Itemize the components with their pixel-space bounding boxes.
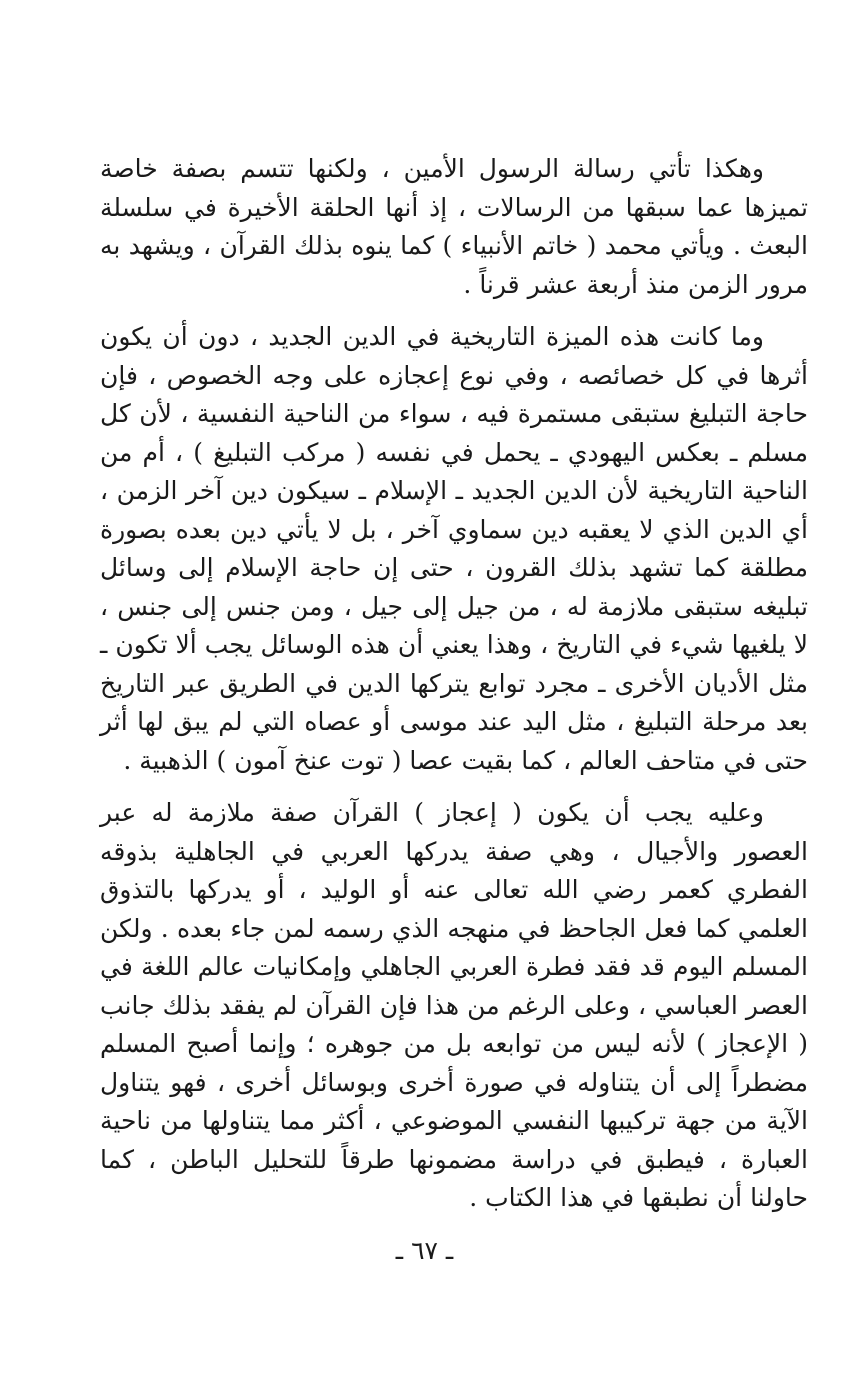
paragraph-3: وعليه يجب أن يكون ( إعجاز ) القرآن صفة ملازمة له عبر العصور والأجيال ، وهي صفة يدركها العربي في الجاهلية بذوقه الفطري كعمر رضي الله تعالى عنه أو الوليد ، أو يدركها بالتذوق العلمي كما فعل الجاحظ في منهجه الذي رسمه لمن جاء بعده . ولكن المسلم اليوم قد فقد فطرة العربي الجاهلي وإمكانيات عالم اللغة في العصر العباسي ، وعلى الرغم من هذا فإن القرآن لم يفقد بذلك جانب ( الإعجاز ) لأنه ليس من توابعه بل من جوهره ؛ وإنما أصبح المسلم مضطراً إلى أن يتناوله في صورة أخرى وبوسائل أخرى ، فهو يتناول الآية من جهة تركيبها النفسي الموضوعي ، أكثر مما يتناولها من ناحية العبارة ، فيطبق في دراسة مضمونها طرقاً للتحليل الباطن ، كما حاولنا أن نطبقها في هذا الكتاب . — [100, 798, 808, 1212]
page-number: ـ ٦٧ ـ — [395, 1236, 454, 1265]
paragraph-1: وهكذا تأتي رسالة الرسول الأمين ، ولكنها تتسم بصفة خاصة تميزها عما سبقها من الرسالات ، إذ أنها الحلقة الأخيرة في سلسلة البعث . ويأتي محمد ( خاتم الأنبياء ) كما ينوه بذلك القرآن ، ويشهد به مرور الزمن منذ أربعة عشر قرناً . — [100, 154, 808, 299]
book-page-body — [100, 150, 808, 1218]
paragraph-2: وما كانت هذه الميزة التاريخية في الدين الجديد ، دون أن يكون أثرها في كل خصائصه ، وفي نوع إعجازه على وجه الخصوص ، فإن حاجة التبليغ ستبقى مستمرة فيه ، سواء من الناحية النفسية ، لأن كل مسلم ـ بعكس اليهودي ـ يحمل في نفسه ( مركب التبليغ ) ، أم من الناحية التاريخية لأن الدين الجديد ـ الإسلام ـ سيكون دين آخر الزمن ، أي الدين الذي لا يعقبه دين سماوي آخر ، بل لا يأتي دين بعده بصورة مطلقة كما تشهد بذلك القرون ، حتى إن حاجة الإسلام إلى وسائل تبليغه ستبقى ملازمة له ، من جيل إلى جيل ، ومن جنس إلى جنس ، لا يلغيها شيء في التاريخ ، وهذا يعني أن هذه الوسائل يجب ألا تكون ـ مثل الأديان الأخرى ـ مجرد توابع يتركها الدين في الطريق عبر التاريخ بعد مرحلة التبليغ ، مثل اليد عند موسى أو عصاه التي لم يبق لها أثر حتى في متاحف العالم ، كما بقيت عصا ( توت عنخ آمون ) الذهبية . — [100, 322, 808, 775]
